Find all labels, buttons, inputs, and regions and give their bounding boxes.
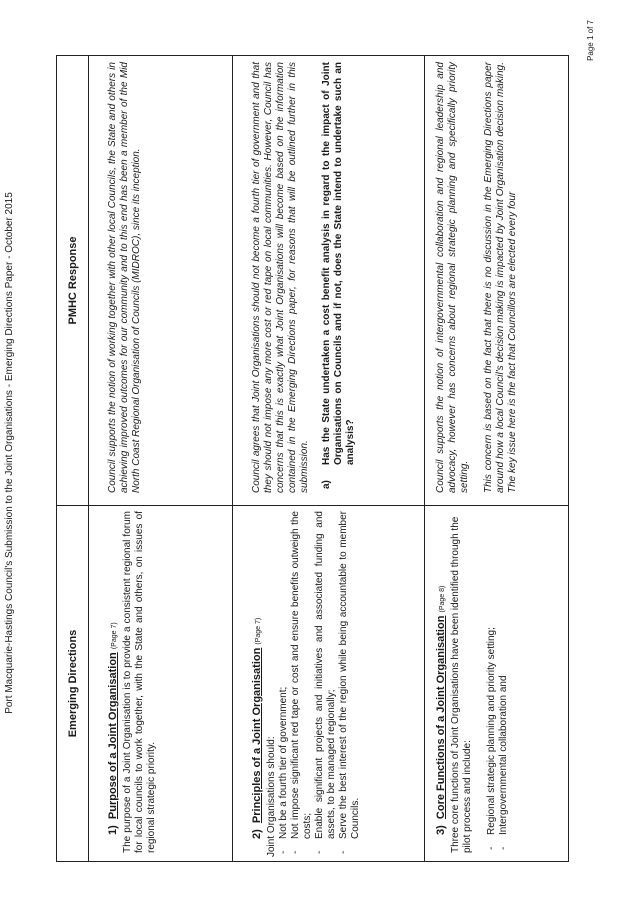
page-reference: (Page 8) <box>439 585 446 613</box>
question-text: Has the State undertaken a cost benefit analysis in regard to the impact of Joint Organisations on Councils and if not, does the State intend to undertake such an analysis? <box>321 62 356 465</box>
table-row <box>425 56 569 862</box>
page-reference: (Page 7) <box>111 622 118 650</box>
direction-cell <box>425 506 569 862</box>
submission-table <box>56 55 569 862</box>
principles-list <box>278 511 362 857</box>
response-text: Council supports the notion of intergovernmental collaboration and regional leadership and advocacy, however has concerns about regional strategic planning and specifically priority setting. <box>435 62 470 493</box>
response-cell <box>425 56 569 506</box>
section-title <box>435 511 449 853</box>
section-heading: Principles of a Joint Organisation <box>251 647 263 824</box>
response-text-continued: This concern is based on the fact that there is no discussion in the Emerging Directions paper around how a local Council's decision making is impacted by Joint Organisation decision making. The key issue here is the fact that Councillors are elected every four <box>483 62 518 493</box>
list-item: - Not impose significant red tape or cost and ensure benefits outweigh the costs; <box>290 511 314 857</box>
response-text: Council supports the notion of working together with other local Councils, the State and others in achieving improved outcomes for our community and to this end has been a member of the Mid North Coast Regional Organisation of Councils (MIDROC), since its inception. <box>107 62 142 493</box>
section-number: 3) <box>435 825 447 835</box>
direction-cell <box>89 506 233 862</box>
response-text: Council agrees that Joint Organisations should not become a fourth tier of government and that they should not impose any more cost or red tape on local communities. However, Council has concerns that this is exactly what Joint Organisations will become based on the information contained in the Emerging Directions paper, for reasons that will be outlined further in this submission. <box>251 62 310 493</box>
table-row <box>89 56 233 862</box>
section-heading: Purpose of a Joint Organisation <box>107 652 119 820</box>
column-header-pmhc-response: PMHC Response <box>57 56 89 506</box>
section-number: 1) <box>107 825 119 835</box>
column-header-emerging-directions: Emerging Directions <box>57 506 89 862</box>
direction-text: The purpose of a Joint Organisation is to provide a consistent regional forum for local councils to work together, with the State and others, on issues of regional strategic priority. <box>122 511 157 853</box>
section-number: 2) <box>251 829 263 839</box>
section-title <box>107 511 121 853</box>
response-cell <box>89 56 233 506</box>
functions-list <box>486 511 510 853</box>
list-item: - Enable significant projects and initiatives and associated funding and assets, to be managed regionally; <box>314 511 338 857</box>
direction-cell <box>233 506 425 862</box>
page-header: Port Macquarie-Hastings Council's Submission to the Joint Organisations - Emerging Directions Paper - October 2015 <box>4 192 15 714</box>
list-item: - Intergovernmental collaboration and <box>498 511 510 853</box>
list-item: - Regional strategic planning and priority setting; <box>486 511 498 853</box>
section-heading: Core Functions of a Joint Organisation <box>435 615 447 820</box>
list-item: - Not be a fourth tier of government; <box>278 511 290 857</box>
response-cell <box>233 56 425 506</box>
list-item: - Serve the best interest of the region while being accountable to member Councils. <box>338 511 362 857</box>
direction-intro: Three core functions of Joint Organisations have been identified through the pilot process and include: <box>450 516 473 853</box>
question-label: a) <box>321 480 332 489</box>
direction-intro: Joint Organisations should: <box>266 736 277 857</box>
table-row <box>233 56 425 862</box>
page-reference: (Page 7) <box>255 617 262 645</box>
section-title <box>251 511 265 857</box>
page-number: Page 1 of 7 <box>586 20 595 61</box>
question <box>321 62 357 493</box>
table-header-row <box>57 56 89 862</box>
